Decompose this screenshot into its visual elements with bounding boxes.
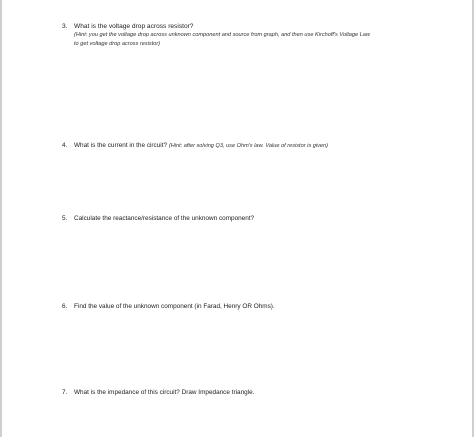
question-3-line — [62, 22, 452, 31]
question-4 — [62, 141, 452, 151]
question-4-text: What is the current in the circuit? — [74, 142, 168, 149]
question-4-number: 4. — [62, 142, 68, 149]
question-7-text: What is the impedance of this circuit? Draw Impedance triangle. — [74, 389, 255, 396]
question-3-hint-line-1: (Hint: you get the voltage drop across unknown component and source from graph, and then use Kirchoff's Voltage Law — [74, 32, 370, 38]
question-4-line — [62, 141, 452, 151]
question-5-line — [62, 214, 452, 223]
question-6-text: Find the value of the unknown component (in Farad, Henry OR Ohms). — [74, 303, 275, 310]
question-5-number: 5. — [62, 215, 68, 222]
page-left-edge — [0, 0, 2, 437]
question-6-line — [62, 302, 452, 311]
question-6-number: 6. — [62, 303, 68, 310]
question-4-hint: (Hint: after solving Q3, use Ohm's law. Value of resistor is given) — [168, 143, 328, 149]
question-7 — [62, 388, 452, 397]
question-7-line — [62, 388, 452, 397]
question-3-number: 3. — [62, 23, 68, 30]
question-5 — [62, 214, 452, 223]
question-6 — [62, 302, 452, 311]
question-7-number: 7. — [62, 389, 68, 396]
question-3-hint-line-2: to get voltage drop across resistor) — [74, 40, 161, 47]
question-3-text: What is the voltage drop across resistor? — [74, 23, 194, 30]
question-5-text: Calculate the reactance/resistance of the unknown component? — [74, 215, 255, 222]
question-3 — [62, 22, 452, 48]
